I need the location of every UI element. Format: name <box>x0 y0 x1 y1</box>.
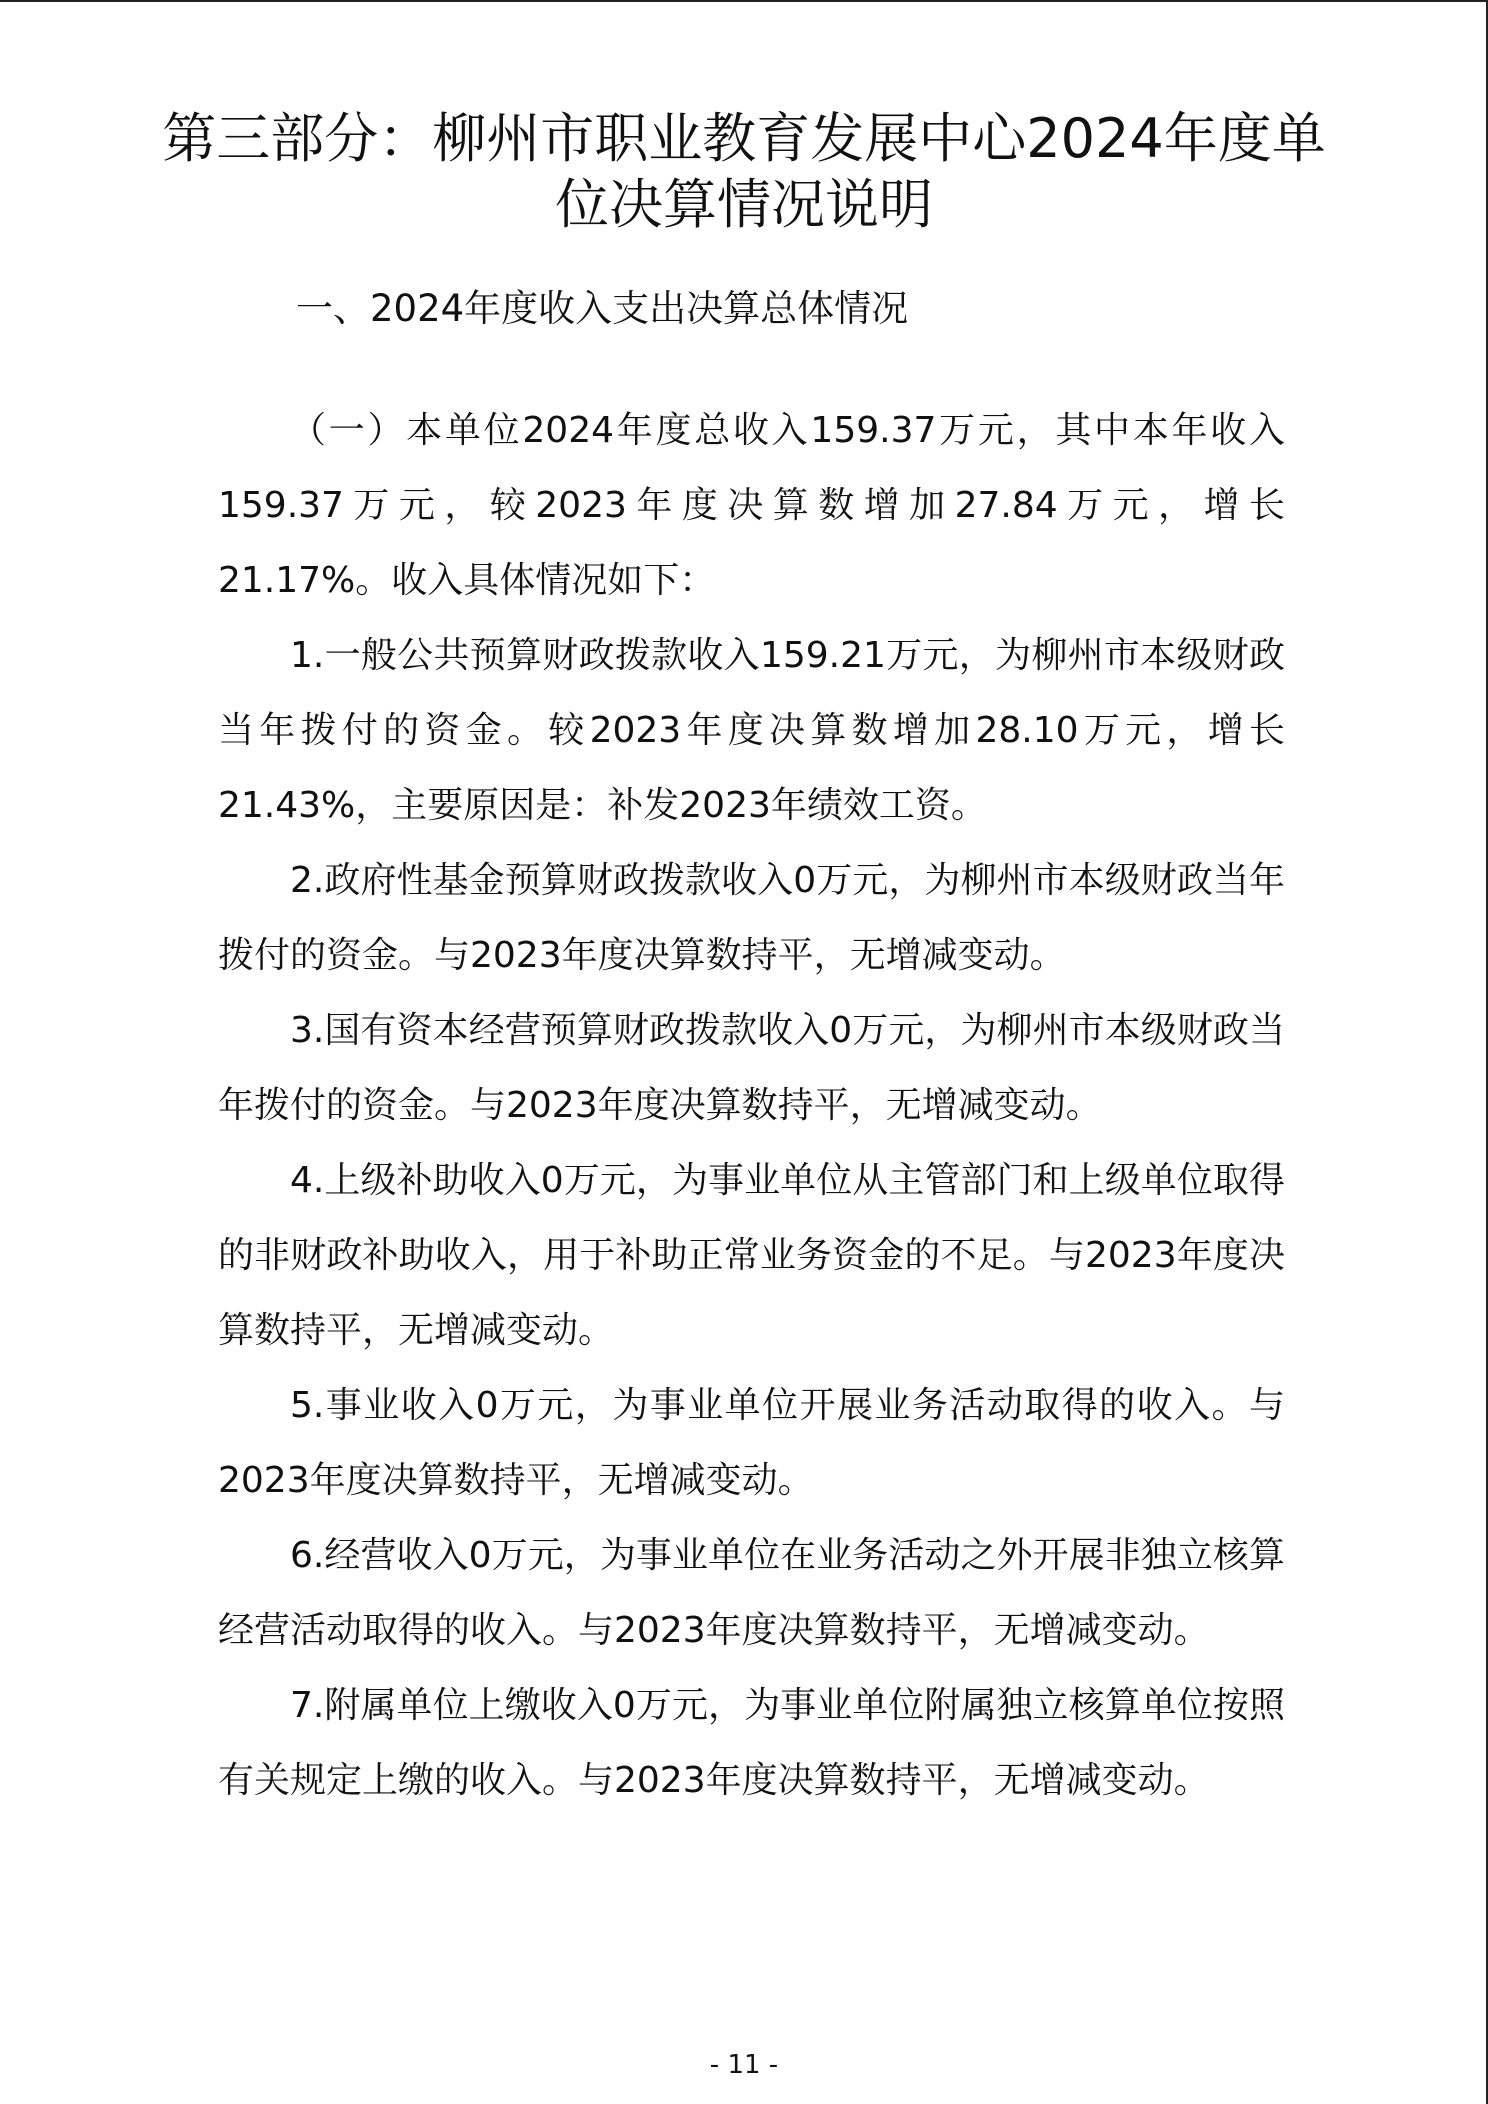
paragraph-total-income: （一）本单位2024年度总收入159.37万元，其中本年收入159.37万元，较2023年度决算数增加27.84万元，增长21.17%。收入具体情况如下： <box>218 410 1285 601</box>
paragraph-superior-subsidy-income: 4.上级补助收入0万元，为事业单位从主管部门和上级单位取得的非财政补助收入，用于补助正常业务资金的不足。与2023年度决算数持平，无增减变动。 <box>218 1160 1285 1351</box>
paragraph-general-budget-income: 1.一般公共预算财政拨款收入159.21万元，为柳州市本级财政当年拨付的资金。较2023年度决算数增加28.10万元，增长21.43%，主要原因是：补发2023年绩效工资。 <box>218 635 1285 826</box>
paragraph-government-fund-income: 2.政府性基金预算财政拨款收入0万元，为柳州市本级财政当年拨付的资金。与2023年度决算数持平，无增减变动。 <box>218 860 1285 976</box>
section-heading: 一、2024年度收入支出决算总体情况 <box>296 287 909 330</box>
paragraph-business-income: 5.事业收入0万元，为事业单位开展业务活动取得的收入。与2023年度决算数持平，无增减变动。 <box>218 1385 1285 1501</box>
page-number: - 11 - <box>709 2050 779 2080</box>
page-title: 第三部分：柳州市职业教育发展中心2024年度单位决算情况说明 <box>162 107 1326 236</box>
paragraph-affiliated-unit-income: 7.附属单位上缴收入0万元，为事业单位附属独立核算单位按照有关规定上缴的收入。与2023年度决算数持平，无增减变动。 <box>218 1685 1285 1801</box>
paragraph-operating-income: 6.经营收入0万元，为事业单位在业务活动之外开展非独立核算经营活动取得的收入。与2023年度决算数持平，无增减变动。 <box>218 1535 1285 1651</box>
paragraph-state-capital-income: 3.国有资本经营预算财政拨款收入0万元，为柳州市本级财政当年拨付的资金。与2023年度决算数持平，无增减变动。 <box>218 1010 1285 1126</box>
body-text <box>218 393 1285 1818</box>
